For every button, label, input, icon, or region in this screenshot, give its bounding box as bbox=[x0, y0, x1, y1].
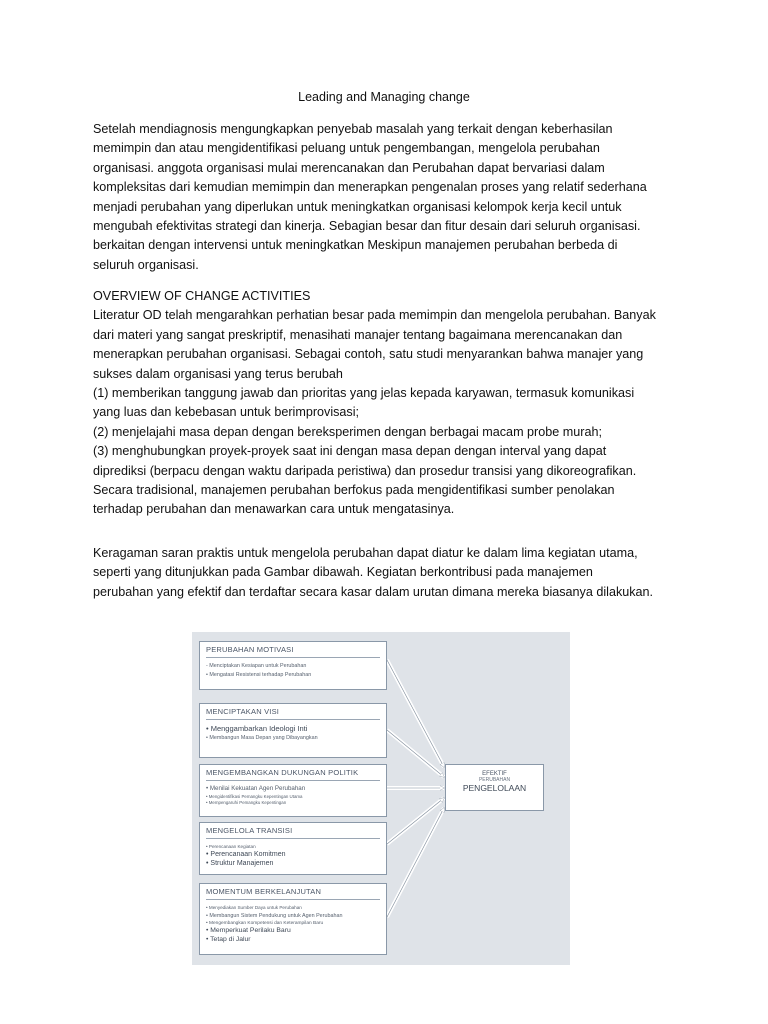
box-heading: MOMENTUM BERKELANJUTAN bbox=[206, 887, 380, 900]
page-title: Leading and Managing change bbox=[298, 90, 470, 104]
text-line: (3) menghubungkan proyek-proyek saat ini dengan masa depan dengan interval yang dapat bbox=[93, 444, 607, 459]
box-item: • Membangun Sistem Pendukung untuk Agen Perubahan bbox=[206, 912, 343, 919]
paragraph-overview bbox=[93, 287, 675, 520]
paragraph-activities bbox=[93, 544, 675, 602]
text-line: (2) menjelajahi masa depan dengan bereksperimen dengan berbagai macam probe murah; bbox=[93, 424, 602, 439]
text-line: yang luas dan kebebasan untuk berimprovisasi; bbox=[93, 405, 360, 420]
box-item: • Mengembangkan Kompetensi dan Keterampilan Baru bbox=[206, 920, 324, 926]
box-vision bbox=[199, 703, 387, 758]
text-line: seluruh organisasi. bbox=[93, 257, 199, 272]
box-motivation bbox=[199, 641, 387, 690]
target-line-3: PENGELOLAAN bbox=[462, 783, 527, 793]
box-transition bbox=[199, 822, 387, 875]
box-item: • Mengidentifikasi Pemangku Kepentingan Utama bbox=[206, 793, 303, 799]
text-line: menerapkan perubahan organisasi. Sebagai contoh, satu studi menyarankan bahwa manajer yang bbox=[93, 347, 644, 362]
text-line: sukses dalam organisasi yang terus berubah bbox=[93, 366, 343, 381]
box-item: • Perencanaan Kegiatan bbox=[206, 844, 256, 849]
box-heading: MENGELOLA TRANSISI bbox=[206, 826, 380, 839]
box-heading: MENGEMBANGKAN DUKUNGAN POLITIK bbox=[206, 768, 380, 781]
text-line: dari materi yang sangat preskriptif, menasihati manajer tentang bagaimana merencanakan dan bbox=[93, 327, 623, 342]
target-line-2: PERUBAHAN bbox=[478, 777, 511, 783]
box-item: • Menggambarkan Ideologi Inti bbox=[206, 724, 308, 733]
section-heading: OVERVIEW OF CHANGE ACTIVITIES bbox=[93, 289, 311, 303]
box-item: • Mempengaruhi Pemangku Kepentingan bbox=[206, 800, 287, 805]
text-line: mengubah efektivitas strategi dan kinerja. Sebagian besar dan fitur desain dari seluruh organisasi. bbox=[93, 219, 641, 234]
text-line: menjadi perubahan yang diperlukan untuk meningkatkan organisasi kelompok kerja kecil untuk bbox=[93, 199, 622, 214]
box-item: - Menciptakan Kesiapan untuk Perubahan bbox=[206, 663, 307, 669]
text-line: Setelah mendiagnosis mengungkapkan penyebab masalah yang terkait dengan keberhasilan bbox=[93, 122, 613, 136]
text-line: seperti yang ditunjukkan pada Gambar dibawah. Kegiatan berkontribusi pada manajemen bbox=[93, 565, 593, 580]
text-line: kompleksitas dari kemudian memimpin dan menerapkan pengenalan proses yang relatif sederhana bbox=[93, 180, 647, 195]
box-heading: PERUBAHAN MOTIVASI bbox=[206, 645, 380, 658]
box-item: • Struktur Manajemen bbox=[206, 860, 274, 867]
text-line: Keragaman saran praktis untuk mengelola perubahan dapat diatur ke dalam lima kegiatan utama, bbox=[93, 546, 638, 560]
target-line-1: EFEKTIF bbox=[482, 771, 507, 777]
text-line: terhadap perubahan dan menawarkan cara untuk mengatasinya. bbox=[93, 502, 455, 517]
text-line: diprediksi (berpacu dengan waktu daripada peristiwa) dan prosedur transisi yang dikoreografikan. bbox=[93, 463, 637, 478]
change-activities-figure bbox=[192, 632, 570, 965]
box-item: • Tetap di Jalur bbox=[206, 935, 251, 943]
text-line: (1) memberikan tanggung jawab dan prioritas yang jelas kepada karyawan, termasuk komunikasi bbox=[93, 386, 635, 401]
box-heading: MENCIPTAKAN VISI bbox=[206, 707, 380, 720]
text-line: berkaitan dengan intervensi untuk meningkatkan Meskipun manajemen perubahan berbeda di bbox=[93, 238, 618, 253]
text-line: Secara tradisional, manajemen perubahan berfokus pada mengidentifikasi sumber penolakan bbox=[93, 483, 615, 498]
box-item: • Menilai Kekuatan Agen Perubahan bbox=[206, 785, 306, 792]
box-momentum bbox=[199, 883, 387, 955]
text-line: perubahan yang efektif dan terdaftar secara kasar dalam urutan dimana mereka biasanya dilakukan. bbox=[93, 584, 654, 599]
text-line: organisasi. anggota organisasi mulai merencanakan dan Perubahan dapat bervariasi dalam bbox=[93, 160, 605, 175]
box-item: • Membangun Masa Depan yang Dibayangkan bbox=[206, 735, 318, 741]
box-item: • Mengatasi Resistensi terhadap Perubahan bbox=[206, 671, 312, 678]
effective-change-management-box bbox=[445, 764, 544, 811]
box-political-support bbox=[199, 764, 387, 817]
box-item: • Memperkuat Perilaku Baru bbox=[206, 927, 291, 934]
text-line: memimpin dan atau mengidentifikasi peluang untuk pengembangan, mengelola perubahan bbox=[93, 141, 600, 156]
box-item: • Menyediakan Sumber Daya untuk Perubahan bbox=[206, 905, 302, 910]
text-line: Literatur OD telah mengarahkan perhatian besar pada memimpin dan mengelola perubahan. Banyak bbox=[93, 308, 656, 323]
box-item: • Perencanaan Komitmen bbox=[206, 851, 286, 858]
paragraph-intro bbox=[93, 120, 675, 275]
